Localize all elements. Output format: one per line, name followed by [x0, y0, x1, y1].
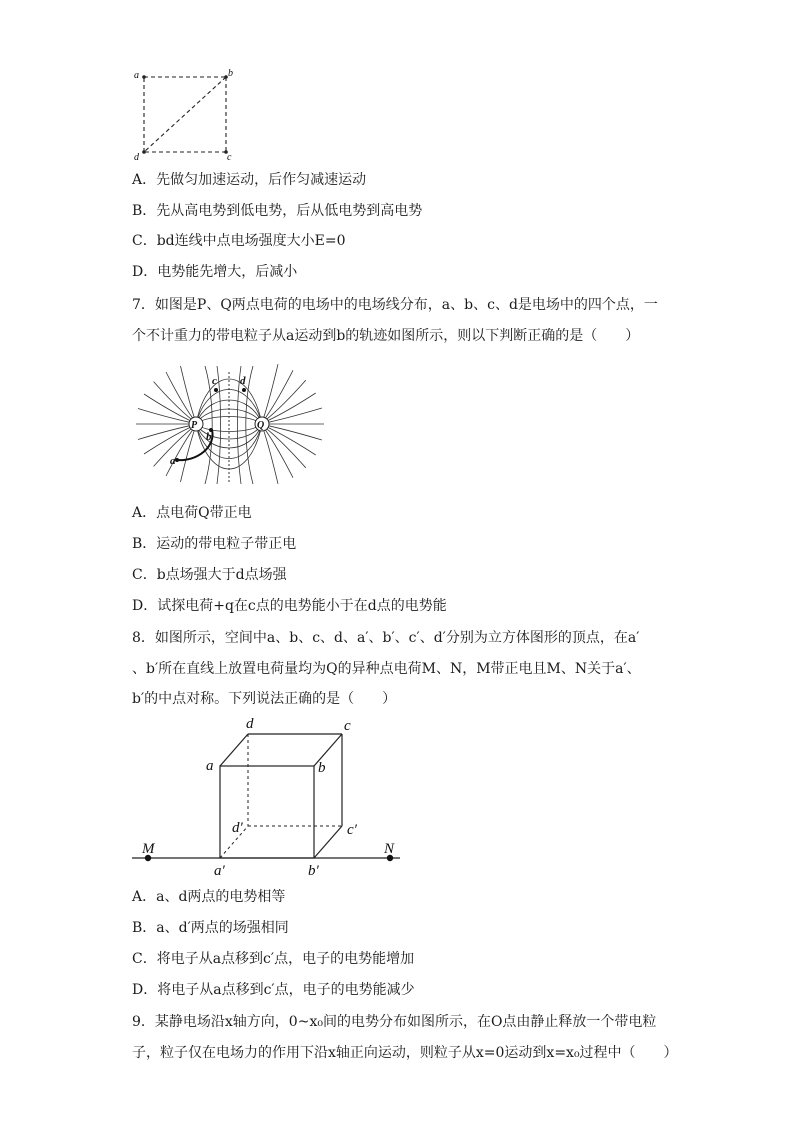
field-line: [166, 372, 193, 418]
field-line: [217, 366, 221, 484]
q7-stem-line-1: 7．如图是P、Q两点电荷的电场中的电场线分布，a、b、c、d是电场中的四个点，一: [132, 297, 658, 313]
point-d-label: d: [240, 375, 246, 387]
vertex-d-prime-label: d′: [232, 820, 243, 836]
field-line: [266, 370, 294, 418]
q6-option-b: B．先从高电势到低电势，后从低电势到高电势: [132, 203, 423, 219]
q7-stem-line-2: 个不计重力的带电粒子从a运动到b的轨迹如图所示，则以下判断正确的是（ ）: [132, 328, 640, 344]
q6-option-d: D．电势能先增大，后减小: [132, 264, 298, 280]
q7-option-d: D．试探电荷+q在c点的电势能小于在d点的电势能: [132, 598, 447, 614]
charge-n-label: N: [384, 841, 395, 857]
point-c-label: c: [212, 375, 217, 387]
q8-option-c: C．将电子从a点移到c′点，电子的电势能增加: [132, 951, 415, 967]
point-b-label: b: [206, 431, 212, 443]
fig6-label-d: d: [134, 152, 139, 163]
vertex-c-label: c: [344, 718, 351, 734]
charge-q-label: Q: [257, 420, 265, 431]
charge-p-label: P: [191, 420, 198, 431]
vertex-a-label: a: [206, 758, 214, 774]
fig6-label-b: b: [228, 68, 233, 79]
q8-stem-line-1: 8．如图所示，空间中a、b、c、d、a′、b′、c′、d′分别为立方体图形的顶点，在a′: [132, 630, 640, 646]
q9-stem-line-1: 9．某静电场沿x轴方向，0~x₀间的电势分布如图所示，在O点由静止释放一个带电粒: [132, 1014, 657, 1030]
q8-option-a: A．a、d两点的电势相等: [132, 889, 286, 905]
cube-figure: [128, 712, 408, 882]
q7-option-b: B．运动的带电粒子带正电: [132, 536, 297, 552]
fig6-label-c: c: [227, 152, 232, 163]
q8-stem-line-3: b′的中点对称。下列说法正确的是（ ）: [132, 691, 397, 707]
point-a-label: a: [170, 455, 176, 467]
field-lines-figure: [136, 360, 326, 492]
q8-option-d: D．将电子从a点移到c′点，电子的电势能减少: [132, 982, 415, 998]
vertex-b-label: b: [318, 760, 326, 776]
vertex-b-prime-label: b′: [308, 863, 319, 879]
q8-option-b: B．a、d′两点的场强相同: [132, 920, 289, 936]
field-line: [166, 430, 193, 476]
field-line: [246, 366, 253, 484]
q7-option-c: C．b点场强大于d点场强: [132, 567, 287, 583]
q9-stem-line-2: 子，粒子仅在电场力的作用下沿x轴正向运动，则粒子从x=0运动到x=x₀过程中（ ）: [132, 1045, 678, 1061]
q6-option-c: C．bd连线中点电场强度大小E=0: [132, 233, 346, 249]
q6-option-a: A．先做匀加速运动，后作匀减速运动: [132, 172, 367, 188]
charge-m-label: M: [142, 841, 155, 857]
q8-stem-line-2: 、b′所在直线上放置电荷量均为Q的异种点电荷M、N，M带正电且M、N关于a′、: [132, 661, 641, 677]
square-figure: [130, 64, 240, 164]
q7-option-a: A．点电荷Q带正电: [132, 505, 252, 521]
vertex-d-label: d: [246, 716, 254, 732]
field-line: [266, 430, 294, 478]
vertex-c-prime-label: c′: [347, 822, 357, 838]
fig6-label-a: a: [134, 70, 139, 81]
vertex-a-prime-label: a′: [214, 863, 225, 879]
